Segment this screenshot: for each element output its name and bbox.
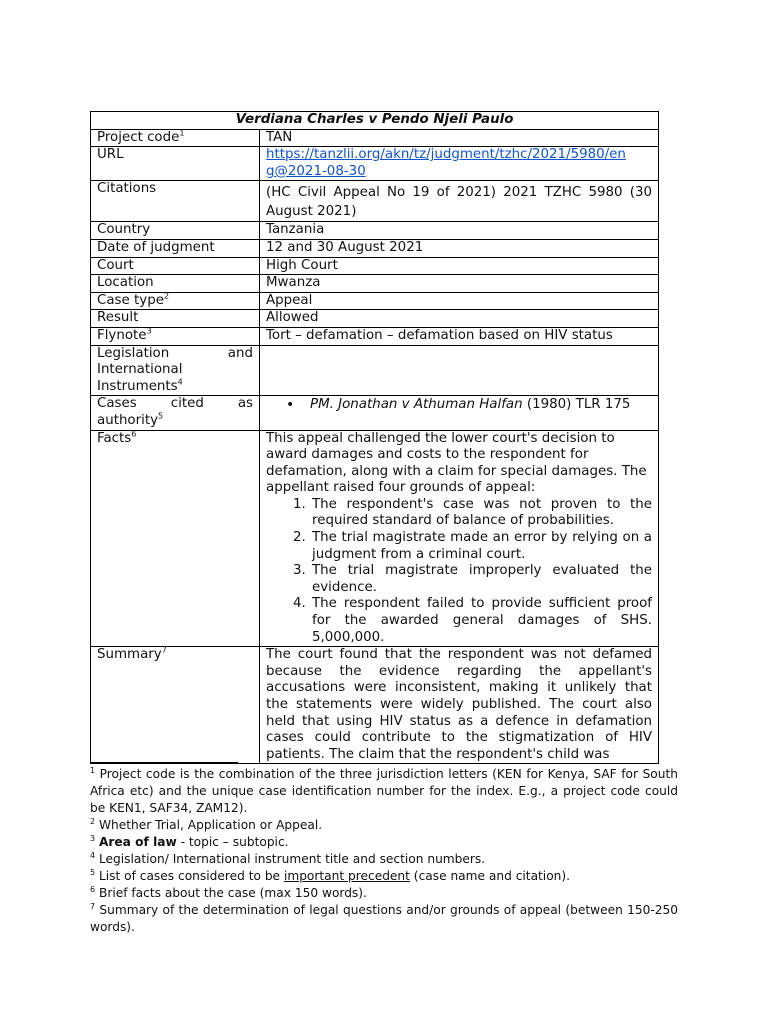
row-case-type [91, 292, 659, 310]
project-code-label: Project code$^1$ [91, 129, 260, 147]
grounds-of-appeal-list [266, 497, 652, 646]
footnote-mark: 7 [90, 901, 96, 911]
row-result [91, 310, 659, 328]
footnote-4: $^4$ Legislation/ International instrument title and section numbers. [90, 850, 486, 866]
footnote-ref-5[interactable]: 5 [158, 411, 164, 421]
footnotes [90, 766, 678, 936]
country-label: Country [91, 222, 260, 240]
footnote-6: $^6$ Brief facts about the case (max 150 words). [90, 884, 367, 900]
flynote-value: Tort – defamation – defamation based on HIV status [260, 327, 659, 345]
summary-value [260, 647, 659, 764]
cited-case-citation: (1980) TLR 175 [522, 397, 631, 413]
summary-text: The court found that the respondent was not defamed because the evidence regarding the appellant's accusations were inconsistent, making it unlikely that the statements were widely published. The court also held that using HIV status as a defence in defamation cases could contribute to the stigmatization of HIV patients. The claim that the respondent's child was [266, 647, 653, 762]
footnote-ref-7[interactable]: 7 [161, 645, 167, 655]
url-label: URL [91, 147, 260, 181]
ground-item: 4. The respondent failed to provide sufficient proof for the awarded general damages of SHS. 5,000,000. [310, 596, 652, 646]
footnote-mark: 1 [90, 765, 96, 775]
facts-intro: This appeal challenged the lower court's decision to award damages and costs to the respondent for defamation, along with a claim for special damages. The appellant raised four grounds of appeal: [266, 430, 647, 496]
case-type-value: Appeal [260, 292, 659, 310]
location-value: Mwanza [260, 275, 659, 293]
ground-item: 3. The trial magistrate improperly evaluated the evidence. [310, 563, 652, 596]
case-title: Verdiana Charles v Pendo Njeli Paulo [91, 112, 659, 130]
footnote-7: $^7$ Summary of the determination of legal questions and/or grounds of appeal (between 150-250 words). [90, 901, 678, 934]
footnote-mark: 3 [90, 833, 96, 843]
ground-item: 2. The trial magistrate made an error by relying on a judgment from a criminal court. [310, 530, 652, 563]
row-url [91, 147, 659, 181]
ground-item: 1. The respondent's case was not proven to the required standard of balance of probabilities. [310, 497, 652, 530]
title-row [91, 112, 659, 130]
result-label: Result [91, 310, 260, 328]
cited-case-item [310, 397, 652, 414]
row-court [91, 257, 659, 275]
row-project-code [91, 129, 659, 147]
row-country [91, 222, 659, 240]
cited-case-name: PM. Jonathan v Athuman Halfan [310, 397, 523, 413]
footnote-mark: 4 [90, 850, 96, 860]
cases-cited-list [266, 397, 652, 414]
footnote-ref-3[interactable]: 3 [146, 326, 152, 336]
project-code-value: TAN [260, 129, 659, 147]
facts-value [260, 430, 659, 647]
date-value: 12 and 30 August 2021 [260, 239, 659, 257]
url-cell [260, 147, 659, 181]
citations-label: Citations [91, 181, 260, 222]
summary-label: Summary$^7$ [91, 647, 260, 764]
footnote-ref-6[interactable]: 6 [131, 429, 137, 439]
footnote-mark: 2 [90, 816, 96, 826]
location-label: Location [91, 275, 260, 293]
footnote-5: $^5$ List of cases considered to be important precedent (case name and citation). [90, 867, 571, 883]
footnote-mark: 5 [90, 867, 96, 877]
row-location [91, 275, 659, 293]
footnote-ref-1[interactable]: 1 [179, 128, 185, 138]
row-date-of-judgment [91, 239, 659, 257]
flynote-label: Flynote$^3$ [91, 327, 260, 345]
case-type-label: Case type$^2$ [91, 292, 260, 310]
result-value: Allowed [260, 310, 659, 328]
court-value: High Court [260, 257, 659, 275]
case-summary-table [90, 111, 659, 764]
legislation-value [260, 345, 659, 396]
footnote-mark: 6 [90, 884, 96, 894]
court-label: Court [91, 257, 260, 275]
judgment-url-link[interactable]: https://tanzlii.org/akn/tz/judgment/tzhc/2021/5980/eng@2021-08-30 [266, 147, 626, 179]
footnote-ref-4[interactable]: 4 [177, 377, 183, 387]
footnote-2: $^2$ Whether Trial, Application or Appeal. [90, 816, 323, 832]
country-value: Tanzania [260, 222, 659, 240]
cases-cited-label: Cases cited as authority$^5$ [91, 396, 260, 430]
row-facts [91, 430, 659, 647]
row-summary [91, 647, 659, 764]
citations-value: (HC Civil Appeal No 19 of 2021) 2021 TZHC 5980 (30 August 2021) [260, 181, 659, 222]
row-flynote [91, 327, 659, 345]
date-label: Date of judgment [91, 239, 260, 257]
footnote-ref-2[interactable]: 2 [163, 291, 170, 301]
case-summary-sheet [90, 111, 658, 764]
footnote-separator [90, 762, 238, 763]
row-citations [91, 181, 659, 222]
facts-label: Facts$^6$ [91, 430, 260, 647]
row-legislation [91, 345, 659, 396]
footnote-3: $^3$ Area of law - topic – subtopic. [90, 833, 289, 849]
row-cases-cited [91, 396, 659, 430]
footnote-1: $^1$ Project code is the combination of the three jurisdiction letters (KEN for Kenya, SAF for South Africa etc) and the unique case identification number for the index. E.g., a project code could be KEN1, SAF34, ZAM12). [90, 765, 678, 815]
cases-cited-value [260, 396, 659, 430]
legislation-label: Legislation and International Instruments$^4$ [91, 345, 260, 396]
